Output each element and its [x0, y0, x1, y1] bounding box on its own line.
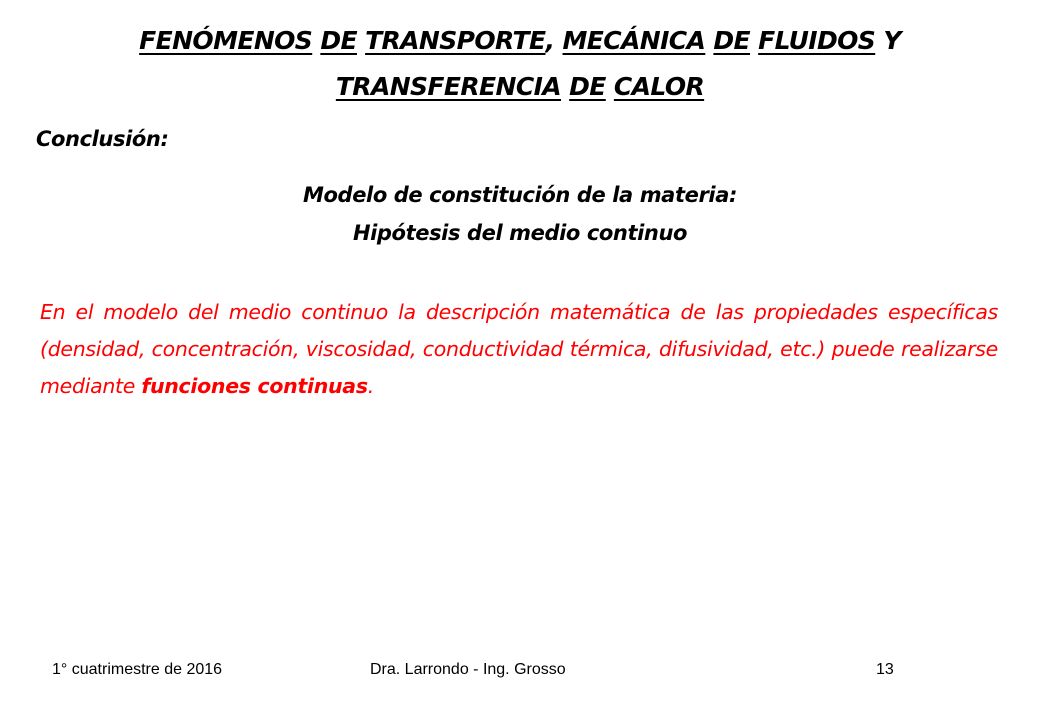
title-word: DE: [713, 26, 751, 55]
title-word: MECÁNICA: [562, 26, 706, 55]
slide-title: [40, 18, 1000, 110]
conclusion-paragraph: [40, 294, 998, 405]
title-word: FENÓMENOS: [139, 26, 313, 55]
model-heading: Modelo de constitución de la materia:: [303, 183, 737, 207]
title-word: FLUIDOS: [758, 26, 876, 55]
model-subheading: Hipótesis del medio continuo: [352, 221, 688, 245]
paragraph-text: En el modelo del medio continuo la descripción matemática de las propiedades específicas (densidad, concentración, viscosidad, conductividad térmica, difusividad, etc.) puede realizarse mediante: [40, 300, 998, 398]
title-comma: ,: [545, 26, 555, 55]
title-word: Y: [883, 26, 901, 55]
page-number: 13: [876, 661, 894, 678]
footer-authors: Dra. Larrondo - Ing. Grosso: [370, 661, 566, 678]
paragraph-emphasis: funciones continuas: [141, 374, 368, 398]
section-label: Conclusión:: [36, 127, 169, 151]
title-word: DE: [569, 72, 606, 101]
title-word: CALOR: [613, 72, 705, 101]
paragraph-end: .: [367, 374, 374, 398]
title-word: TRANSPORTE: [365, 26, 546, 55]
footer-date: 1° cuatrimestre de 2016: [52, 661, 223, 678]
model-heading-block: [40, 176, 1000, 252]
title-word: TRANSFERENCIA: [335, 72, 562, 101]
title-word: DE: [320, 26, 357, 55]
